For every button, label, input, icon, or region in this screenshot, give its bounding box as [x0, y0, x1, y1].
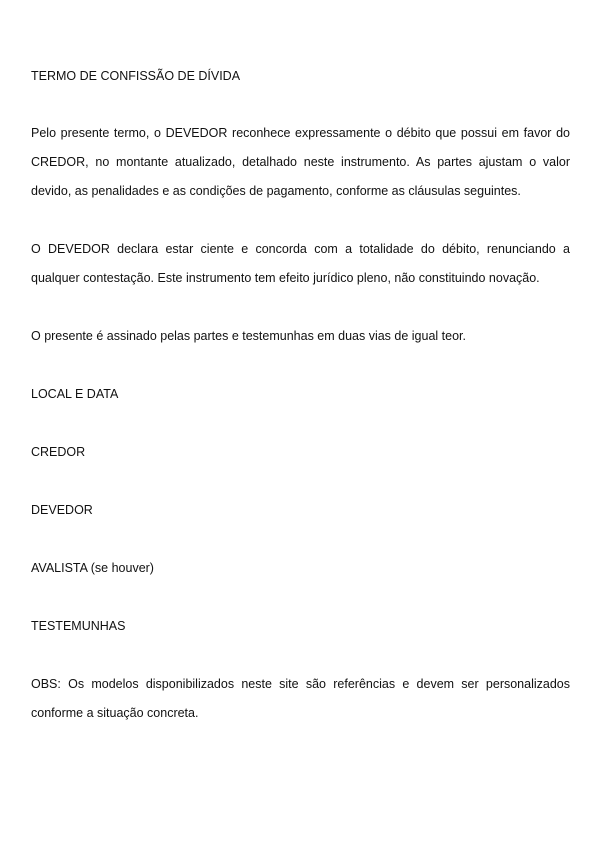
- signature-field-credor: CREDOR: [31, 445, 86, 459]
- signature-field-testemunhas: TESTEMUNHAS: [31, 619, 126, 633]
- signature-field-devedor: DEVEDOR: [31, 503, 93, 517]
- document-title: TERMO DE CONFISSÃO DE DÍVIDA: [31, 69, 241, 83]
- paragraph-debt-acknowledgment: Pelo presente termo, o DEVEDOR reconhece expressamente o débito que possui em favor do CREDOR, no montante atualizado, detalhado neste instrumento. As partes ajustam o valor devido, as penalidades e as condições de pagamento, conforme as cláusulas seguintes.: [31, 126, 570, 198]
- disclaimer-note: OBS: Os modelos disponibilizados neste site são referências e devem ser personalizados conforme a situação concreta.: [31, 677, 570, 720]
- paragraph-declaration: O DEVEDOR declara estar ciente e concorda com a totalidade do débito, renunciando a qualquer contestação. Este instrumento tem efeito jurídico pleno, não constituindo novação.: [31, 242, 570, 285]
- signature-field-avalista: AVALISTA (se houver): [31, 561, 154, 575]
- paragraph-signature-statement: O presente é assinado pelas partes e testemunhas em duas vias de igual teor.: [31, 329, 466, 343]
- document-page: [31, 62, 570, 728]
- signature-field-local-data: LOCAL E DATA: [31, 387, 119, 401]
